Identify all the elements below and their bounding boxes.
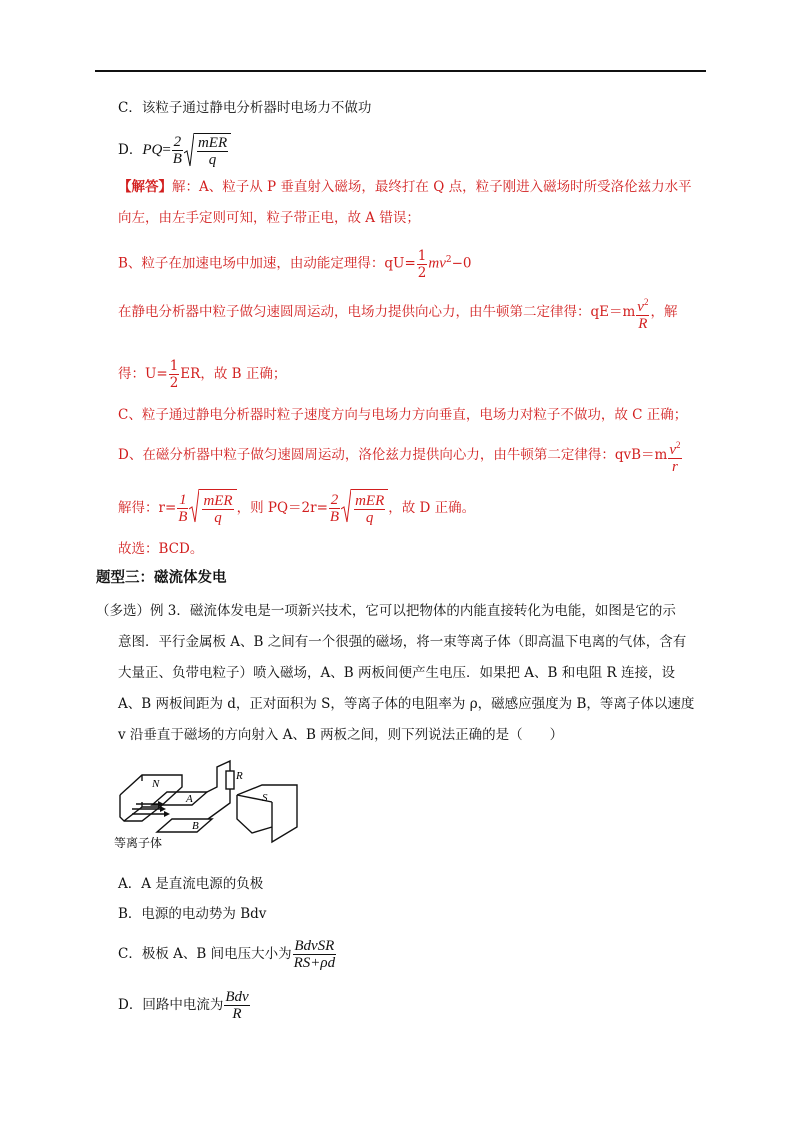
answer-line-5	[118, 357, 286, 391]
answer-line-1	[118, 177, 692, 197]
fraction-num: 1	[169, 358, 179, 374]
rad-num: mER	[203, 493, 233, 510]
fraction-num	[636, 294, 649, 316]
label-n: N	[152, 778, 160, 790]
option-d-text: D．回路中电流为	[118, 997, 224, 1013]
fraction	[224, 989, 249, 1022]
fraction-den: R	[638, 315, 648, 332]
option-d-prev	[118, 133, 231, 168]
sqrt	[341, 489, 388, 528]
fraction	[417, 248, 428, 281]
tail: ER，故 B 正确；	[180, 366, 287, 382]
fraction	[172, 134, 183, 167]
fraction-den: B	[329, 509, 340, 525]
question-line-4: A、B 两板间距为 d，正对面积为 S，等离子体的电阻率为 ρ，磁感应强度为 B，等离子体以速度	[118, 696, 695, 712]
radical-icon	[341, 489, 351, 523]
fraction-den: RS+ρd	[293, 955, 336, 971]
question-line-1: （多选）例 3．磁流体发电是一项新兴技术，它可以把物体的内能直接转化为电能，如图是它的示	[96, 603, 676, 619]
option-d-eq: =	[162, 142, 171, 159]
tail: −0	[451, 255, 472, 272]
sqrt	[189, 489, 236, 528]
rad-den: q	[365, 510, 374, 527]
answer-text-4: 在静电分析器中粒子做匀速圆周运动，电场力提供向心力，由牛顿第二定律得：qE＝m	[118, 304, 636, 320]
answer-text-7: D、在磁分析器中粒子做匀速圆周运动，洛伦兹力提供向心力，由牛顿第二定律得：qvB＝m	[118, 447, 668, 463]
section-title: 题型三：磁流体发电	[96, 570, 227, 586]
rad-den: q	[208, 152, 217, 169]
v: v	[669, 441, 676, 458]
option-d	[118, 986, 251, 1024]
answer-text-8: 解得：r=	[118, 500, 177, 516]
answer-text-3: B、粒子在加速电场中加速，由动能定理得：qU=	[118, 255, 416, 272]
fraction	[293, 938, 336, 971]
label-r: R	[236, 770, 243, 782]
option-c-prev: C．该粒子通过静电分析器时电场力不做功	[118, 100, 372, 116]
label-b: B	[192, 820, 199, 832]
label-a: A	[186, 793, 193, 805]
fraction-num: Bdv	[225, 989, 249, 1005]
figure-caption: 等离子体	[114, 836, 163, 850]
mhd-diagram	[112, 757, 302, 857]
tail: ，故 D 正确。	[388, 500, 476, 516]
fraction-den: B	[178, 509, 188, 525]
mv: mv	[428, 255, 446, 272]
rad-num: mER	[197, 135, 228, 152]
fraction-den: 2	[169, 375, 179, 391]
fraction-den: B	[172, 151, 182, 168]
question-line-5: v 沿垂直于磁场的方向射入 A、B 两板之间，则下列说法正确的是（ ）	[118, 727, 564, 743]
answer-line-4	[118, 293, 677, 332]
answer-tag: 【解答】	[118, 179, 172, 195]
header-rule	[95, 70, 706, 72]
fraction	[177, 492, 188, 525]
v: v	[637, 298, 644, 315]
exponent: 2	[676, 439, 681, 450]
fraction-num: 1	[417, 247, 427, 264]
radical-icon	[184, 133, 194, 167]
rad-num: mER	[355, 493, 385, 510]
fraction-num: 1	[179, 492, 187, 508]
answer-line-3	[118, 243, 472, 281]
sqrt	[184, 133, 231, 168]
tail: ，解	[650, 304, 678, 320]
option-a: A．A 是直流电源的负极	[118, 876, 264, 892]
answer-text-1: 解：A、粒子从 P 垂直射入磁场，最终打在 Q 点，粒子刚进入磁场时所受洛伦兹力水平	[172, 179, 692, 195]
fraction	[329, 492, 340, 525]
option-b: B．电源的电动势为 Bdv	[118, 906, 267, 922]
exponent: 2	[643, 296, 649, 307]
answer-line-7	[118, 436, 683, 475]
fraction-den: R	[232, 1006, 242, 1022]
answer-text-5: 得：U=	[118, 366, 168, 382]
fraction	[169, 358, 180, 391]
radical-icon	[189, 489, 199, 523]
answer-line-9: 故选：BCD。	[118, 541, 204, 557]
fraction	[636, 294, 649, 332]
fraction-num	[668, 437, 681, 459]
option-c	[118, 935, 337, 973]
fraction-den: 2	[417, 264, 427, 281]
option-d-lhs: PQ	[142, 142, 163, 159]
rad-den: q	[214, 510, 222, 527]
fraction	[668, 437, 681, 475]
exponent: 2	[445, 255, 452, 265]
label-s: S	[262, 792, 268, 804]
question-line-2: 意图．平行金属板 A、B 之间有一个很强的磁场，将一束等离子体（即高温下电离的气体，含有	[118, 634, 687, 650]
fraction-den: r	[671, 458, 678, 475]
option-d-label: D．	[118, 142, 143, 159]
question-line-3: 大量正、负带电粒子）喷入磁场，A、B 两板间便产生电压．如果把 A、B 和电阻 R 连接，设	[118, 665, 675, 681]
answer-line-6: C、粒子通过静电分析器时粒子速度方向与电场力方向垂直，电场力对粒子不做功，故 C 正确；	[118, 407, 688, 423]
fraction-num: BdvSR	[294, 938, 335, 954]
answer-line-8	[118, 489, 475, 528]
fraction-num: 2	[330, 492, 339, 508]
fraction-num: 2	[173, 134, 182, 151]
mid: ，则 PQ＝2r=	[236, 500, 328, 516]
option-c-text: C．极板 A、B 间电压大小为	[118, 946, 292, 962]
answer-line-2: 向左，由左手定则可知，粒子带正电，故 A 错误；	[118, 210, 420, 226]
